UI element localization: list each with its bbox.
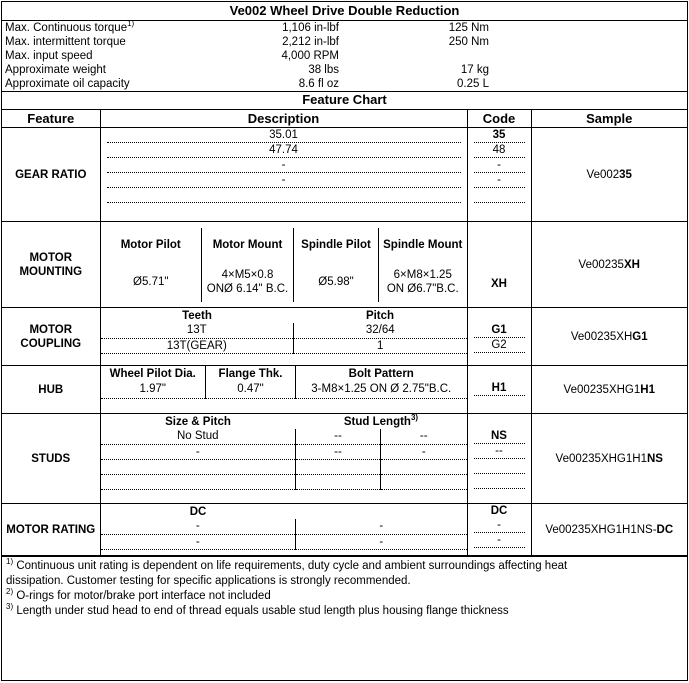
spec-row: [2, 35, 687, 49]
rating-other: -: [296, 519, 467, 534]
footnote: $^{3)}$ Length under stud head to end of thread equals usable stud length plus housing flange thickness: [6, 602, 509, 617]
footnote: $^{2)}$ O-rings for motor/brake port interface not included: [6, 587, 271, 602]
stud-length-a: --: [296, 444, 381, 459]
section-motor-coupling: [2, 308, 687, 366]
spec-metric: [342, 49, 492, 63]
hub-pilot-value: 1.97": [101, 381, 206, 398]
feature-chart-title: Feature Chart: [2, 91, 687, 110]
header-code: Code: [467, 110, 531, 128]
footnote: dissipation. Customer testing for specific applications is strongly recommended.: [6, 575, 411, 587]
spec-metric: 0.25 L: [457, 78, 489, 90]
spec-metric: 125 Nm: [448, 22, 489, 34]
stud-code: [474, 459, 525, 474]
col-wheel-pilot: Wheel Pilot Dia.: [109, 367, 196, 380]
coupling-pitch: 32/64: [294, 323, 467, 338]
motor-coupling-label: MOTOR COUPLING: [20, 323, 82, 350]
motor-mounting-label: MOTOR MOUNTING: [19, 251, 83, 278]
spec-imperial: 4,000 RPM: [281, 50, 339, 62]
stud-code: --: [474, 444, 525, 459]
coupling-code: G2: [474, 338, 525, 353]
col-flange-thk: Flange Thk.: [206, 366, 296, 381]
spec-imperial: 1,106 in-lbf: [282, 22, 339, 34]
motor-rating-sample: Ve00235XHG1H1NS-DC: [531, 504, 687, 556]
stud-size: -: [101, 444, 296, 459]
col-dc: DC: [189, 505, 207, 518]
hub-flange-value: 0.47": [206, 381, 296, 398]
hub-sample: Ve00235XHG1H1: [531, 366, 687, 414]
motor-pilot-value: Ø5.71": [133, 275, 169, 288]
section-motor-rating: [2, 504, 687, 556]
footnotes: [2, 556, 687, 621]
spec-metric: 250 Nm: [448, 36, 489, 48]
motor-coupling-sample: Ve00235XHG1: [531, 308, 687, 366]
stud-length-b: [381, 459, 467, 474]
section-studs: [2, 414, 687, 504]
coupling-code: G1: [474, 323, 525, 338]
motor-mounting-sample: Ve00235XH: [531, 222, 687, 308]
motor-rating-label: MOTOR RATING: [6, 523, 96, 536]
gear-ratio-desc: 35.01: [107, 128, 461, 143]
spec-row: [2, 21, 687, 35]
gear-ratio-sample: Ve00235: [531, 128, 687, 222]
stud-length-a: [296, 474, 381, 489]
rating-other: -: [296, 534, 467, 549]
gear-ratio-desc: -: [107, 158, 461, 173]
spec-imperial: 38 lbs: [308, 64, 339, 76]
coupling-teeth: 13T: [101, 323, 294, 338]
spec-imperial: 8.6 fl oz: [298, 78, 339, 90]
stud-size: [101, 459, 296, 474]
stud-code: [474, 474, 525, 489]
coupling-teeth: 13T(GEAR): [101, 338, 294, 353]
hub-bolt-value: 3-M8×1.25 ON Ø 2.75"B.C.: [296, 381, 467, 398]
header-sample: Sample: [531, 110, 687, 128]
coupling-pitch: 1: [294, 338, 467, 353]
sheet-title: Ve002 Wheel Drive Double Reduction: [2, 2, 687, 21]
col-spindle-mount: Spindle Mount: [379, 228, 467, 262]
hub-label: HUB: [38, 383, 64, 396]
gear-ratio-code: -: [474, 158, 525, 173]
stud-length-a: --: [296, 429, 381, 444]
gear-ratio-desc: 47.74: [107, 143, 461, 158]
spindle-mount-value: 6×M8×1.25 ON Ø6.7"B.C.: [379, 262, 467, 302]
section-motor-mounting: [2, 222, 687, 308]
col-size-pitch: Size & Pitch: [165, 415, 231, 428]
gear-ratio-desc: -: [107, 173, 461, 188]
spec-table: [2, 21, 687, 91]
col-teeth: Teeth: [182, 309, 212, 322]
feature-chart: [2, 110, 687, 556]
col-motor-mount: Motor Mount: [202, 228, 294, 262]
hub-code: H1: [474, 381, 525, 396]
footnote: $^{1)}$ Continuous unit rating is dependent on life requirements, duty cycle and ambient surroundings affecting heat: [6, 557, 568, 572]
spec-label: Max. Continuous torque$^{1)}$: [5, 21, 135, 34]
stud-size: No Stud: [101, 429, 296, 444]
gear-ratio-code: -: [474, 173, 525, 188]
gear-ratio-label: GEAR RATIO: [15, 168, 87, 181]
gear-ratio-code: 35: [474, 128, 525, 143]
col-motor-pilot: Motor Pilot: [120, 238, 181, 251]
section-gear-ratio: [2, 128, 687, 222]
section-hub: [2, 366, 687, 414]
stud-length-b: -: [381, 444, 467, 459]
spec-row: [2, 77, 687, 91]
col-spindle-pilot: Spindle Pilot: [294, 228, 379, 262]
rating-code: -: [474, 518, 525, 533]
rating-dc: -: [101, 519, 296, 534]
gear-ratio-code: 48: [474, 143, 525, 158]
spec-label: Approximate weight: [5, 64, 106, 76]
rating-dc: -: [101, 534, 296, 549]
spec-label: Max. input speed: [5, 50, 93, 62]
stud-size: [101, 474, 296, 489]
spindle-pilot-value: Ø5.98": [294, 262, 379, 302]
spec-metric: 17 kg: [460, 64, 489, 76]
motor-mount-value: 4×M5×0.8 ONØ 6.14" B.C.: [202, 262, 294, 302]
spec-imperial: 2,212 in-lbf: [282, 36, 339, 48]
spec-row: [2, 49, 687, 63]
col-stud-length: Stud Length$^{3)}$: [343, 414, 419, 428]
studs-label: STUDS: [31, 452, 71, 465]
col-bolt-pattern: Bolt Pattern: [296, 366, 467, 381]
header-feature: Feature: [2, 110, 100, 128]
studs-sample: Ve00235XHG1H1NS: [531, 414, 687, 504]
spec-sheet: [1, 1, 688, 681]
stud-length-b: [381, 474, 467, 489]
header-description: Description: [100, 110, 467, 128]
col-pitch: Pitch: [365, 309, 395, 322]
spec-label: Approximate oil capacity: [5, 78, 130, 90]
spec-row: [2, 63, 687, 77]
feature-header-row: [2, 110, 687, 128]
stud-length-a: [296, 459, 381, 474]
spec-label: Max. intermittent torque: [5, 36, 126, 48]
rating-code-header: DC: [490, 505, 508, 517]
rating-code: -: [474, 533, 525, 548]
motor-mounting-code: XH: [467, 222, 531, 308]
stud-code: NS: [474, 429, 525, 444]
stud-length-b: --: [381, 429, 467, 444]
